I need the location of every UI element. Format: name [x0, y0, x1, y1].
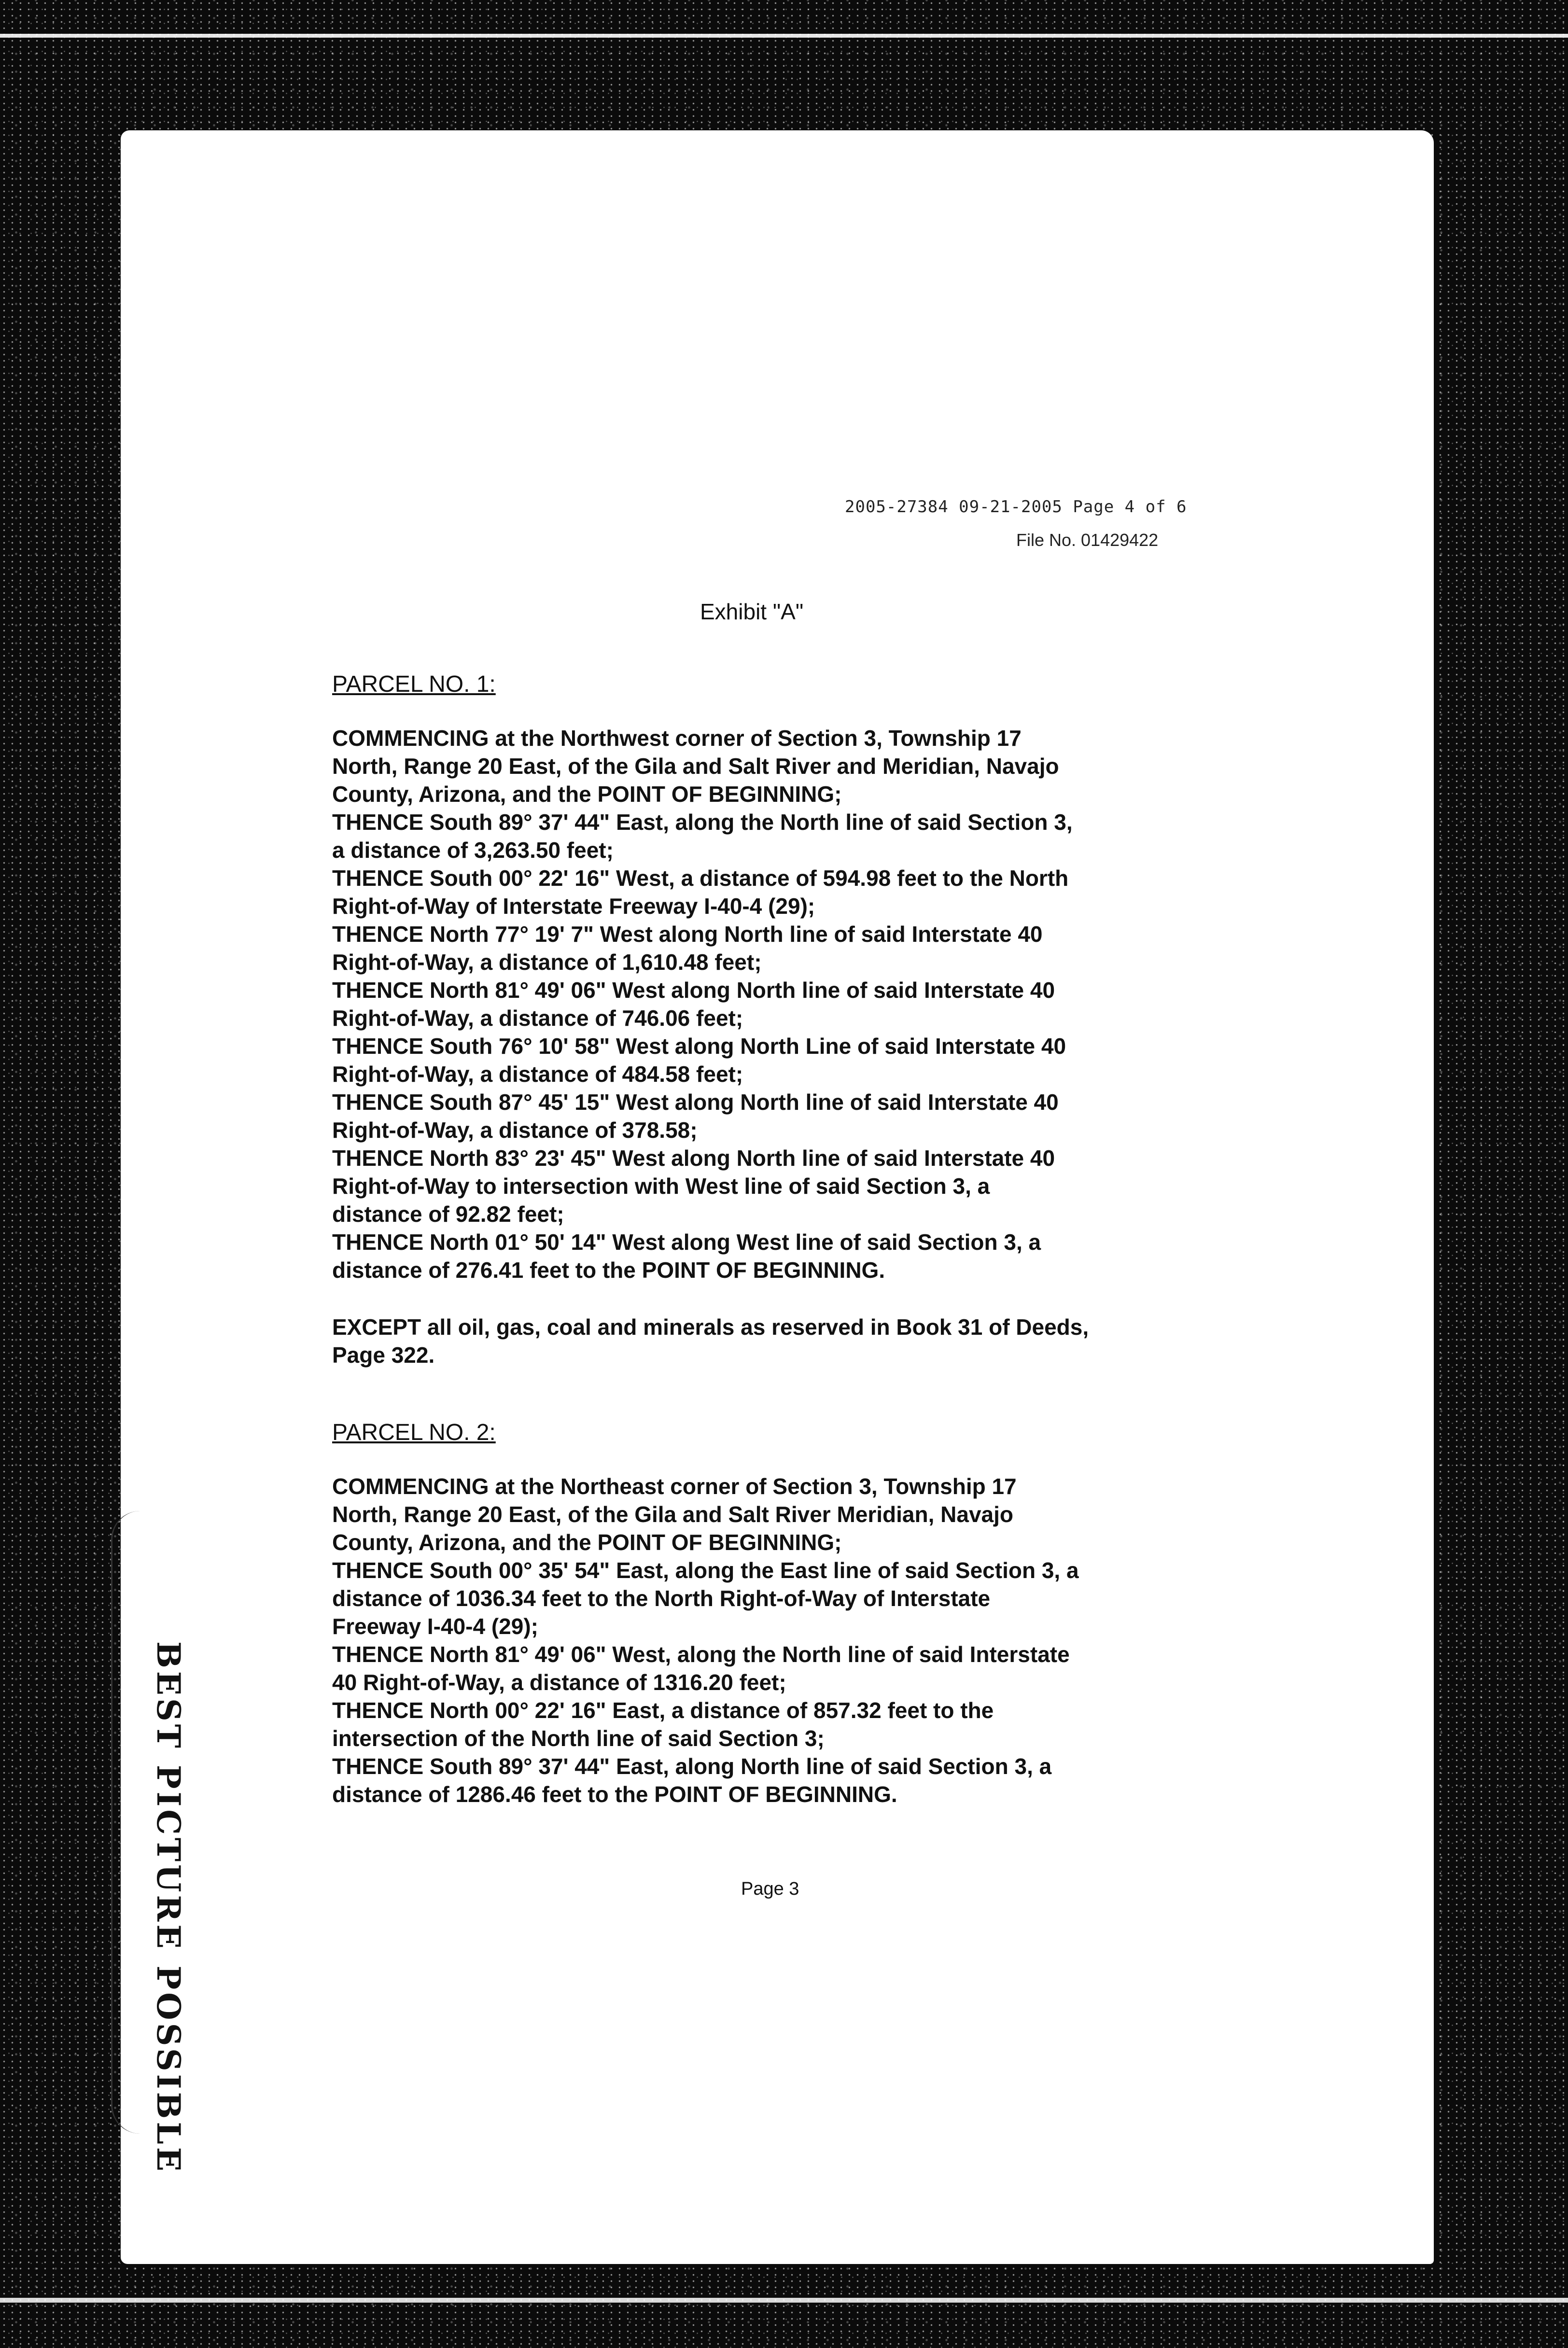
- description-line: Right-of-Way to intersection with West line of said Section 3, a: [332, 1174, 990, 1199]
- stamp-text: BEST PICTURE POSSIBLE: [150, 1641, 187, 2175]
- description-line: County, Arizona, and the POINT OF BEGINNING;: [332, 1530, 842, 1555]
- description-line: distance of 1036.34 feet to the North Right-of-Way of Interstate: [332, 1586, 991, 1611]
- description-line: THENCE North 81° 49' 06" West along North line of said Interstate 40: [332, 978, 1055, 1003]
- description-line: Freeway I-40-4 (29);: [332, 1614, 538, 1639]
- description-line: THENCE North 77° 19' 7" West along North line of said Interstate 40: [332, 922, 1043, 947]
- parcel-2-heading: PARCEL NO. 2:: [332, 1420, 496, 1445]
- exhibit-title: Exhibit "A": [700, 599, 804, 624]
- description-line: Right-of-Way of Interstate Freeway I-40-4 (29);: [332, 894, 815, 919]
- description-line: distance of 92.82 feet;: [332, 1202, 564, 1227]
- scan-edge-top: [0, 34, 1568, 38]
- description-line: Right-of-Way, a distance of 484.58 feet;: [332, 1062, 743, 1087]
- recording-stamp: 2005-27384 09-21-2005 Page 4 of 6: [845, 497, 1187, 517]
- file-number: File No. 01429422: [1016, 530, 1159, 550]
- description-line: Right-of-Way, a distance of 746.06 feet;: [332, 1006, 743, 1031]
- description-line: North, Range 20 East, of the Gila and Salt River and Meridian, Navajo: [332, 754, 1059, 779]
- description-line: Right-of-Way, a distance of 378.58;: [332, 1118, 698, 1143]
- description-line: THENCE South 00° 22' 16" West, a distance of 594.98 feet to the North: [332, 866, 1069, 891]
- parcel-1-description: [332, 724, 1225, 1284]
- description-line: a distance of 3,263.50 feet;: [332, 838, 614, 863]
- description-line: 40 Right-of-Way, a distance of 1316.20 feet;: [332, 1670, 786, 1695]
- description-line: THENCE North 01° 50' 14" West along West line of said Section 3, a: [332, 1230, 1041, 1255]
- description-line: THENCE South 89° 37' 44" East, along the North line of said Section 3,: [332, 810, 1073, 835]
- parcel-2-description: [332, 1472, 1225, 1808]
- description-line: Right-of-Way, a distance of 1,610.48 feet;: [332, 950, 762, 975]
- description-line: THENCE North 83° 23' 45" West along North line of said Interstate 40: [332, 1146, 1055, 1171]
- exception-line: Page 322.: [332, 1342, 435, 1368]
- description-line: THENCE North 81° 49' 06" West, along the North line of said Interstate: [332, 1642, 1070, 1667]
- description-line: distance of 1286.46 feet to the POINT OF BEGINNING.: [332, 1782, 897, 1807]
- description-line: County, Arizona, and the POINT OF BEGINNING;: [332, 782, 842, 807]
- description-line: THENCE North 00° 22' 16" East, a distance of 857.32 feet to the: [332, 1698, 994, 1723]
- exception-line: EXCEPT all oil, gas, coal and minerals as reserved in Book 31 of Deeds,: [332, 1314, 1089, 1340]
- description-line: THENCE South 76° 10' 58" West along North Line of said Interstate 40: [332, 1034, 1066, 1059]
- best-picture-possible-stamp: [143, 1641, 196, 2175]
- description-line: North, Range 20 East, of the Gila and Salt River Meridian, Navajo: [332, 1502, 1014, 1527]
- description-line: THENCE South 89° 37' 44" East, along North line of said Section 3, a: [332, 1754, 1052, 1779]
- parcel-1-heading: PARCEL NO. 1:: [332, 671, 496, 697]
- description-line: THENCE South 87° 45' 15" West along North line of said Interstate 40: [332, 1090, 1059, 1115]
- description-line: COMMENCING at the Northwest corner of Section 3, Township 17: [332, 726, 1022, 751]
- parcel-1-exception: [332, 1313, 1225, 1369]
- description-line: intersection of the North line of said Section 3;: [332, 1726, 825, 1751]
- description-line: THENCE South 00° 35' 54" East, along the East line of said Section 3, a: [332, 1558, 1079, 1583]
- description-line: COMMENCING at the Northeast corner of Section 3, Township 17: [332, 1474, 1017, 1499]
- description-line: distance of 276.41 feet to the POINT OF BEGINNING.: [332, 1258, 885, 1283]
- page-number: Page 3: [741, 1879, 799, 1899]
- scan-edge-bottom: [0, 2298, 1568, 2303]
